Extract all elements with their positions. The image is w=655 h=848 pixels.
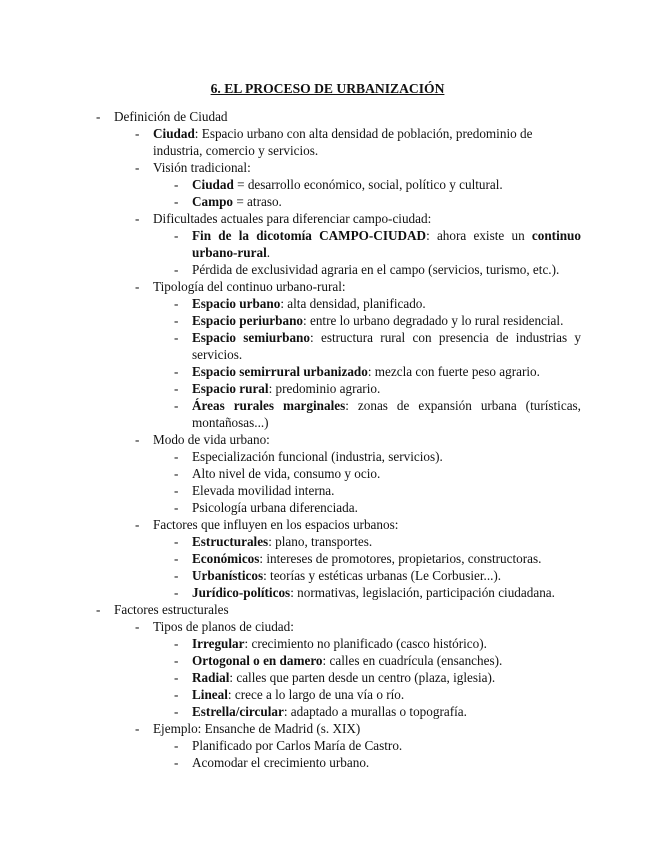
item-ciudad-def: - Ciudad: Espacio urbano con alta densidad de población, predominio de industria, comercio y servicios. (135, 126, 533, 158)
item-tipologia: - Tipología del continuo urbano-rural: (135, 279, 346, 294)
item-espacio-semirrural: - Espacio semirrural urbanizado: mezcla con fuerte peso agrario. (174, 364, 540, 379)
item-plano-irregular: - Irregular: crecimiento no planificado (casco histórico). (174, 636, 487, 651)
item-ejemplo-ensanche: - Ejemplo: Ensanche de Madrid (s. XIX) (135, 721, 361, 736)
item-espacio-periurbano: - Espacio periurbano: entre lo urbano degradado y lo rural residencial. (174, 313, 564, 328)
item-plano-estrella: - Estrella/circular: adaptado a murallas o topografía. (174, 704, 467, 719)
document-title: 6. EL PROCESO DE URBANIZACIÓN (210, 81, 445, 96)
item-plano-radial: - Radial: calles que parten desde un centro (plaza, iglesia). (174, 670, 496, 685)
item-vision-tradicional: - Visión tradicional: (135, 160, 251, 175)
item-areas-marginales: - Áreas rurales marginales: zonas de expansión urbana (turísticas, montañosas...) (174, 398, 581, 430)
item-espacio-urbano: - Espacio urbano: alta densidad, planificado. (174, 296, 426, 311)
item-fin-dicotomia: - Fin de la dicotomía CAMPO-CIUDAD: ahora existe un continuo urbano-rural. (174, 228, 581, 260)
item-dificultades: - Dificultades actuales para diferenciar campo-ciudad: (135, 211, 432, 226)
item-factor-economicos: - Económicos: intereses de promotores, propietarios, constructoras. (174, 551, 542, 566)
item-modo-2: - Elevada movilidad interna. (174, 483, 335, 498)
item-plano-lineal: - Lineal: crece a lo largo de una vía o río. (174, 687, 405, 702)
item-modo-3: - Psicología urbana diferenciada. (174, 500, 358, 515)
section-definicion: - Definición de Ciudad (96, 109, 228, 124)
item-factor-urbanisticos: - Urbanísticos: teorías y estéticas urbanas (Le Corbusier...). (174, 568, 502, 583)
item-perdida: - Pérdida de exclusividad agraria en el campo (servicios, turismo, etc.). (174, 262, 560, 277)
item-factor-estructurales: - Estructurales: plano, transportes. (174, 534, 373, 549)
item-ejemplo-0: - Planificado por Carlos María de Castro. (174, 738, 403, 753)
item-vision-campo: - Campo = atraso. (174, 194, 282, 209)
item-modo-1: - Alto nivel de vida, consumo y ocio. (174, 466, 381, 481)
item-factores: - Factores que influyen en los espacios urbanos: (135, 517, 399, 532)
item-espacio-rural: - Espacio rural: predominio agrario. (174, 381, 381, 396)
item-tipos-planos: - Tipos de planos de ciudad: (135, 619, 294, 634)
item-ejemplo-1: - Acomodar el crecimiento urbano. (174, 755, 370, 770)
section-factores-estructurales: - Factores estructurales (96, 602, 229, 617)
item-modo-vida: - Modo de vida urbano: (135, 432, 270, 447)
item-espacio-semiurbano: - Espacio semiurbano: estructura rural con presencia de industrias y servicios. (174, 330, 581, 362)
item-factor-juridicos: - Jurídico-políticos: normativas, legislación, participación ciudadana. (174, 585, 555, 600)
item-plano-ortogonal: - Ortogonal o en damero: calles en cuadrícula (ensanches). (174, 653, 503, 668)
item-modo-0: - Especialización funcional (industria, servicios). (174, 449, 443, 464)
item-vision-ciudad: - Ciudad = desarrollo económico, social, político y cultural. (174, 177, 503, 192)
